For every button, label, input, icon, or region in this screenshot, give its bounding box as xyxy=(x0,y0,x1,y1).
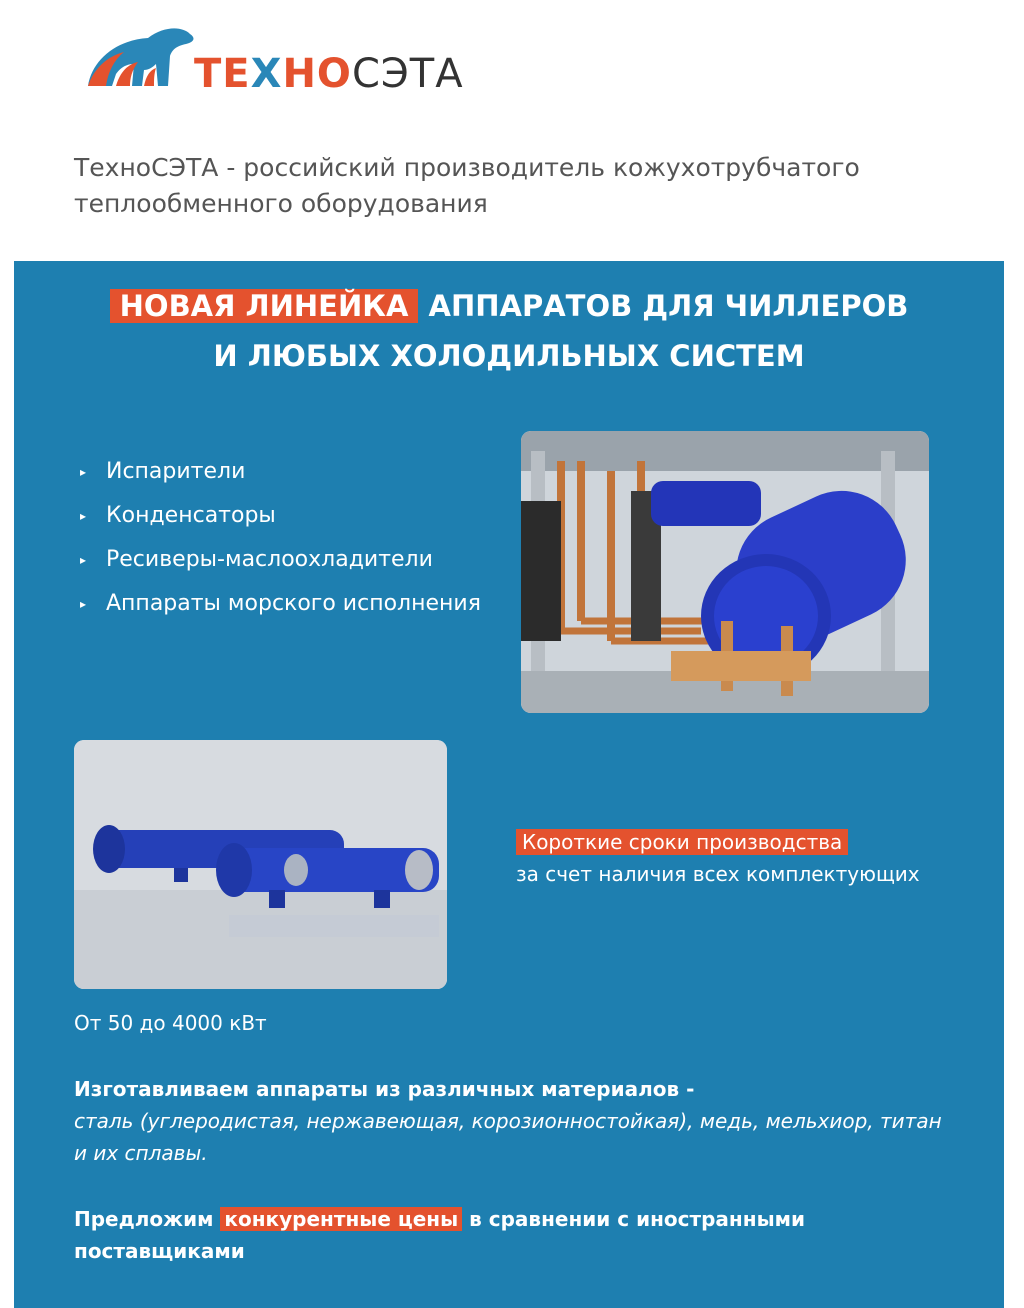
list-item xyxy=(80,501,486,531)
headline-line1: АППАРАТОВ ДЛЯ ЧИЛЛЕРОВ xyxy=(428,289,909,323)
bullet-icon: ▸ xyxy=(80,597,87,611)
feature-list xyxy=(80,457,486,633)
heat-exchanger-photo xyxy=(74,740,447,989)
promo-rest: за счет наличия всех комплектующих xyxy=(516,862,920,886)
production-terms xyxy=(516,826,956,890)
bullet-icon: ▸ xyxy=(80,553,87,567)
materials-list: сталь (углеродистая, нержавеющая, корозионностойкая), медь, мельхиор, титан и их сплавы. xyxy=(74,1109,942,1165)
materials-text xyxy=(74,1073,954,1169)
materials-heading: Изготавливаем аппараты из различных материалов - xyxy=(74,1077,695,1101)
polar-bear-wave-icon xyxy=(86,12,196,92)
wordmark-part: СЭТА xyxy=(351,51,464,97)
list-item xyxy=(80,589,486,619)
intro-text: ТехноСЭТА - российский производитель кожухотрубчатого теплообменного оборудования xyxy=(74,153,860,218)
list-item xyxy=(80,457,486,487)
chiller-unit-photo xyxy=(521,431,929,713)
wordmark-part: Х xyxy=(250,51,283,97)
offer-before: Предложим xyxy=(74,1207,214,1231)
feature-label: Аппараты морского исполнения xyxy=(106,591,481,616)
feature-label: Конденсаторы xyxy=(106,503,276,528)
price-offer xyxy=(74,1203,954,1267)
wordmark-part: НО xyxy=(282,51,352,97)
promo-panel xyxy=(14,261,1004,1308)
headline-line2: И ЛЮБЫХ ХОЛОДИЛЬНЫХ СИСТЕМ xyxy=(213,339,805,373)
headline-highlight: НОВАЯ ЛИНЕЙКА xyxy=(110,289,419,323)
wordmark-part: ТЕ xyxy=(194,51,251,97)
offer-highlight: конкурентные цены xyxy=(220,1207,462,1231)
brand-wordmark xyxy=(194,52,464,96)
bullet-icon: ▸ xyxy=(80,465,87,479)
feature-label: Испарители xyxy=(106,459,246,484)
power-range: От 50 до 4000 кВт xyxy=(74,1011,267,1035)
headline xyxy=(14,281,1004,381)
brand-logo xyxy=(86,12,466,97)
bullet-icon: ▸ xyxy=(80,509,87,523)
feature-label: Ресиверы-маслоохладители xyxy=(106,547,433,572)
list-item xyxy=(80,545,486,575)
promo-highlight: Короткие сроки производства xyxy=(516,829,848,855)
offer-after: в сравнении с иностранными поставщиками xyxy=(74,1207,806,1263)
